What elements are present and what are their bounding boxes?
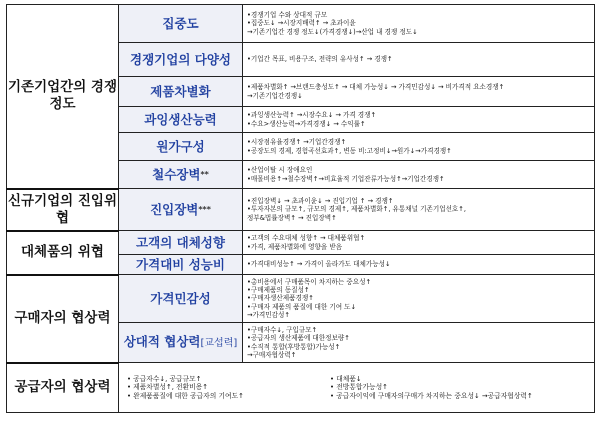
desc-line: •제품차별화↑ →브랜드충성도↑ → 대체 가능성↓ → 가격민감성↓ → 비가격적 요소경쟁↑ — [247, 83, 505, 92]
desc-line: •과잉생산능력↑ →시장수요↓ → 가격 경쟁↑ — [247, 111, 377, 120]
desc-line: •구매제품의 동질성↑ — [247, 286, 310, 295]
category-substitutes: 대체품의 위협 — [7, 231, 119, 275]
desc-line: •고객의 수요대체 성향↑ → 대체품위협↑ — [247, 234, 366, 243]
desc-diversity — [243, 43, 595, 77]
factor-substitute-preference: 고객의 대체성향 — [119, 231, 243, 255]
desc-suppliers — [119, 363, 595, 413]
desc-price-sensitivity — [243, 275, 595, 323]
category-suppliers: 공급자의 협상력 — [7, 363, 119, 413]
factor-overcapacity: 과잉생산능력 — [119, 107, 243, 133]
desc-line: •매몰비용↑→철수장벽↑→비효율적 기업잔류가능성↑→기업간경쟁↑ — [247, 174, 445, 183]
desc-overcapacity — [243, 107, 595, 133]
factor-entry-barriers-label: 진입장벽 — [150, 202, 199, 217]
factor-exit-barriers-label: 철수장벽 — [152, 167, 201, 182]
factor-relative-bargaining-label: 상대적 협상력 — [123, 334, 201, 349]
suppliers-col-1 — [127, 375, 330, 401]
factor-diversity: 경쟁기업의 다양성 — [119, 43, 243, 77]
footnote-marker: ** — [200, 170, 209, 179]
factor-concentration: 집중도 — [119, 5, 243, 43]
desc-line: •공장도의 경제, 경험곡선효과↑, 변동 비:고정비↓→원가↓→가격경쟁↑ — [247, 146, 452, 155]
desc-line: •구매자생산제품경쟁↑ — [247, 294, 314, 303]
desc-line: •총비용에서 구매품목이 차지하는 중요성↑ — [247, 277, 371, 286]
factor-relative-bargaining-tag: [교섭력] — [200, 338, 238, 349]
factor-differentiation: 제품차별화 — [119, 77, 243, 107]
footnote-marker: *** — [198, 205, 211, 214]
desc-line: • 공급자이익에 구매자의구매가 차지하는 중요성↓ →공급자협상력↑ — [330, 391, 533, 400]
row-price-sensitivity — [7, 275, 595, 323]
category-new-entry: 신규기업의 진입위협 — [7, 189, 119, 231]
desc-line: →기존기업간 경쟁 정도↓(가격경쟁↓)→산업 내 경쟁 정도↓ — [247, 27, 418, 36]
desc-line: •기업간 목표, 비용구조, 전략의 유사성↑ → 경쟁↑ — [247, 55, 393, 64]
desc-line: • 제품차별성↑, 전환비용↑ — [127, 383, 208, 392]
desc-line: • 대체품↓ — [330, 374, 362, 383]
factor-price-performance: 가격대비 성능비 — [119, 255, 243, 275]
five-forces-table — [6, 4, 595, 413]
desc-line: •진입장벽↓ → 초과이윤↓ → 진입기업 ↑ → 경쟁↑ — [247, 197, 394, 206]
desc-relative-bargaining — [243, 323, 595, 363]
factor-price-sensitivity: 가격민감성 — [119, 275, 243, 323]
desc-line: →가격민감성↑ — [247, 310, 290, 319]
desc-line: •산업이탈 시 장애요인 — [247, 166, 313, 175]
desc-line: • 전방통합가능성↑ — [330, 383, 388, 392]
desc-line: →기존기업간경쟁↓ — [247, 91, 303, 100]
desc-price-performance — [243, 255, 595, 275]
row-entry-barriers — [7, 189, 595, 231]
desc-line: •가격대비성능↑ → 가격이 올라가도 대체가능성↓ — [247, 260, 391, 269]
desc-line: •공급자의 생산제품에 대한정보량↑ — [247, 334, 350, 343]
factor-entry-barriers — [119, 189, 243, 231]
row-substitute-preference — [7, 231, 595, 255]
suppliers-col-2 — [330, 375, 586, 401]
desc-substitute-preference — [243, 231, 595, 255]
desc-line: • 완제품품질에 대한 공급자의 기여도↑ — [127, 391, 244, 400]
factor-cost-structure: 원가구성 — [119, 133, 243, 161]
desc-line: •집중도↓ →시장지배력↑ → 초과이윤 — [247, 19, 356, 28]
desc-line: •구매자수↓, 구입규모↑ — [247, 325, 318, 334]
category-existing-competition: 기존기업간의 경쟁 정도 — [7, 5, 119, 189]
desc-line: •구매자 제품의 품질에 대한 기여 도↓ — [247, 302, 357, 311]
desc-line: • 공급자수↓, 공급규모↑ — [127, 374, 202, 383]
desc-entry-barriers — [243, 189, 595, 231]
desc-differentiation — [243, 77, 595, 107]
category-buyers: 구매자의 협상력 — [7, 275, 119, 363]
desc-line: 정부&법률장벽↑ → 진입장벽↑ — [247, 213, 337, 222]
desc-line: •시장점유율경쟁↑ →기업간경쟁↑ — [247, 138, 346, 147]
desc-concentration — [243, 5, 595, 43]
desc-line: •투자자본의 규모↑, 규모의 경제↑, 제품차별화↑, 유통채널 기존기업선호↑, — [247, 205, 466, 214]
row-concentration — [7, 5, 595, 43]
five-forces-table-frame — [6, 4, 594, 422]
desc-line: •수직적 통합(후방통합)가능성↑ — [247, 342, 341, 351]
suppliers-columns — [127, 375, 586, 401]
desc-line: •경쟁기업 수와 상대적 규모 — [247, 11, 328, 20]
desc-exit-barriers — [243, 161, 595, 189]
desc-cost-structure — [243, 133, 595, 161]
desc-line: •가격, 제품차별화에 영향을 받음 — [247, 242, 343, 251]
desc-line: •수요>생산능력→가격경쟁↓ → 수익률↑ — [247, 119, 366, 128]
row-suppliers — [7, 363, 595, 413]
factor-exit-barriers — [119, 161, 243, 189]
factor-relative-bargaining — [119, 323, 243, 363]
desc-line: →구매자협상력↑ — [247, 350, 297, 359]
